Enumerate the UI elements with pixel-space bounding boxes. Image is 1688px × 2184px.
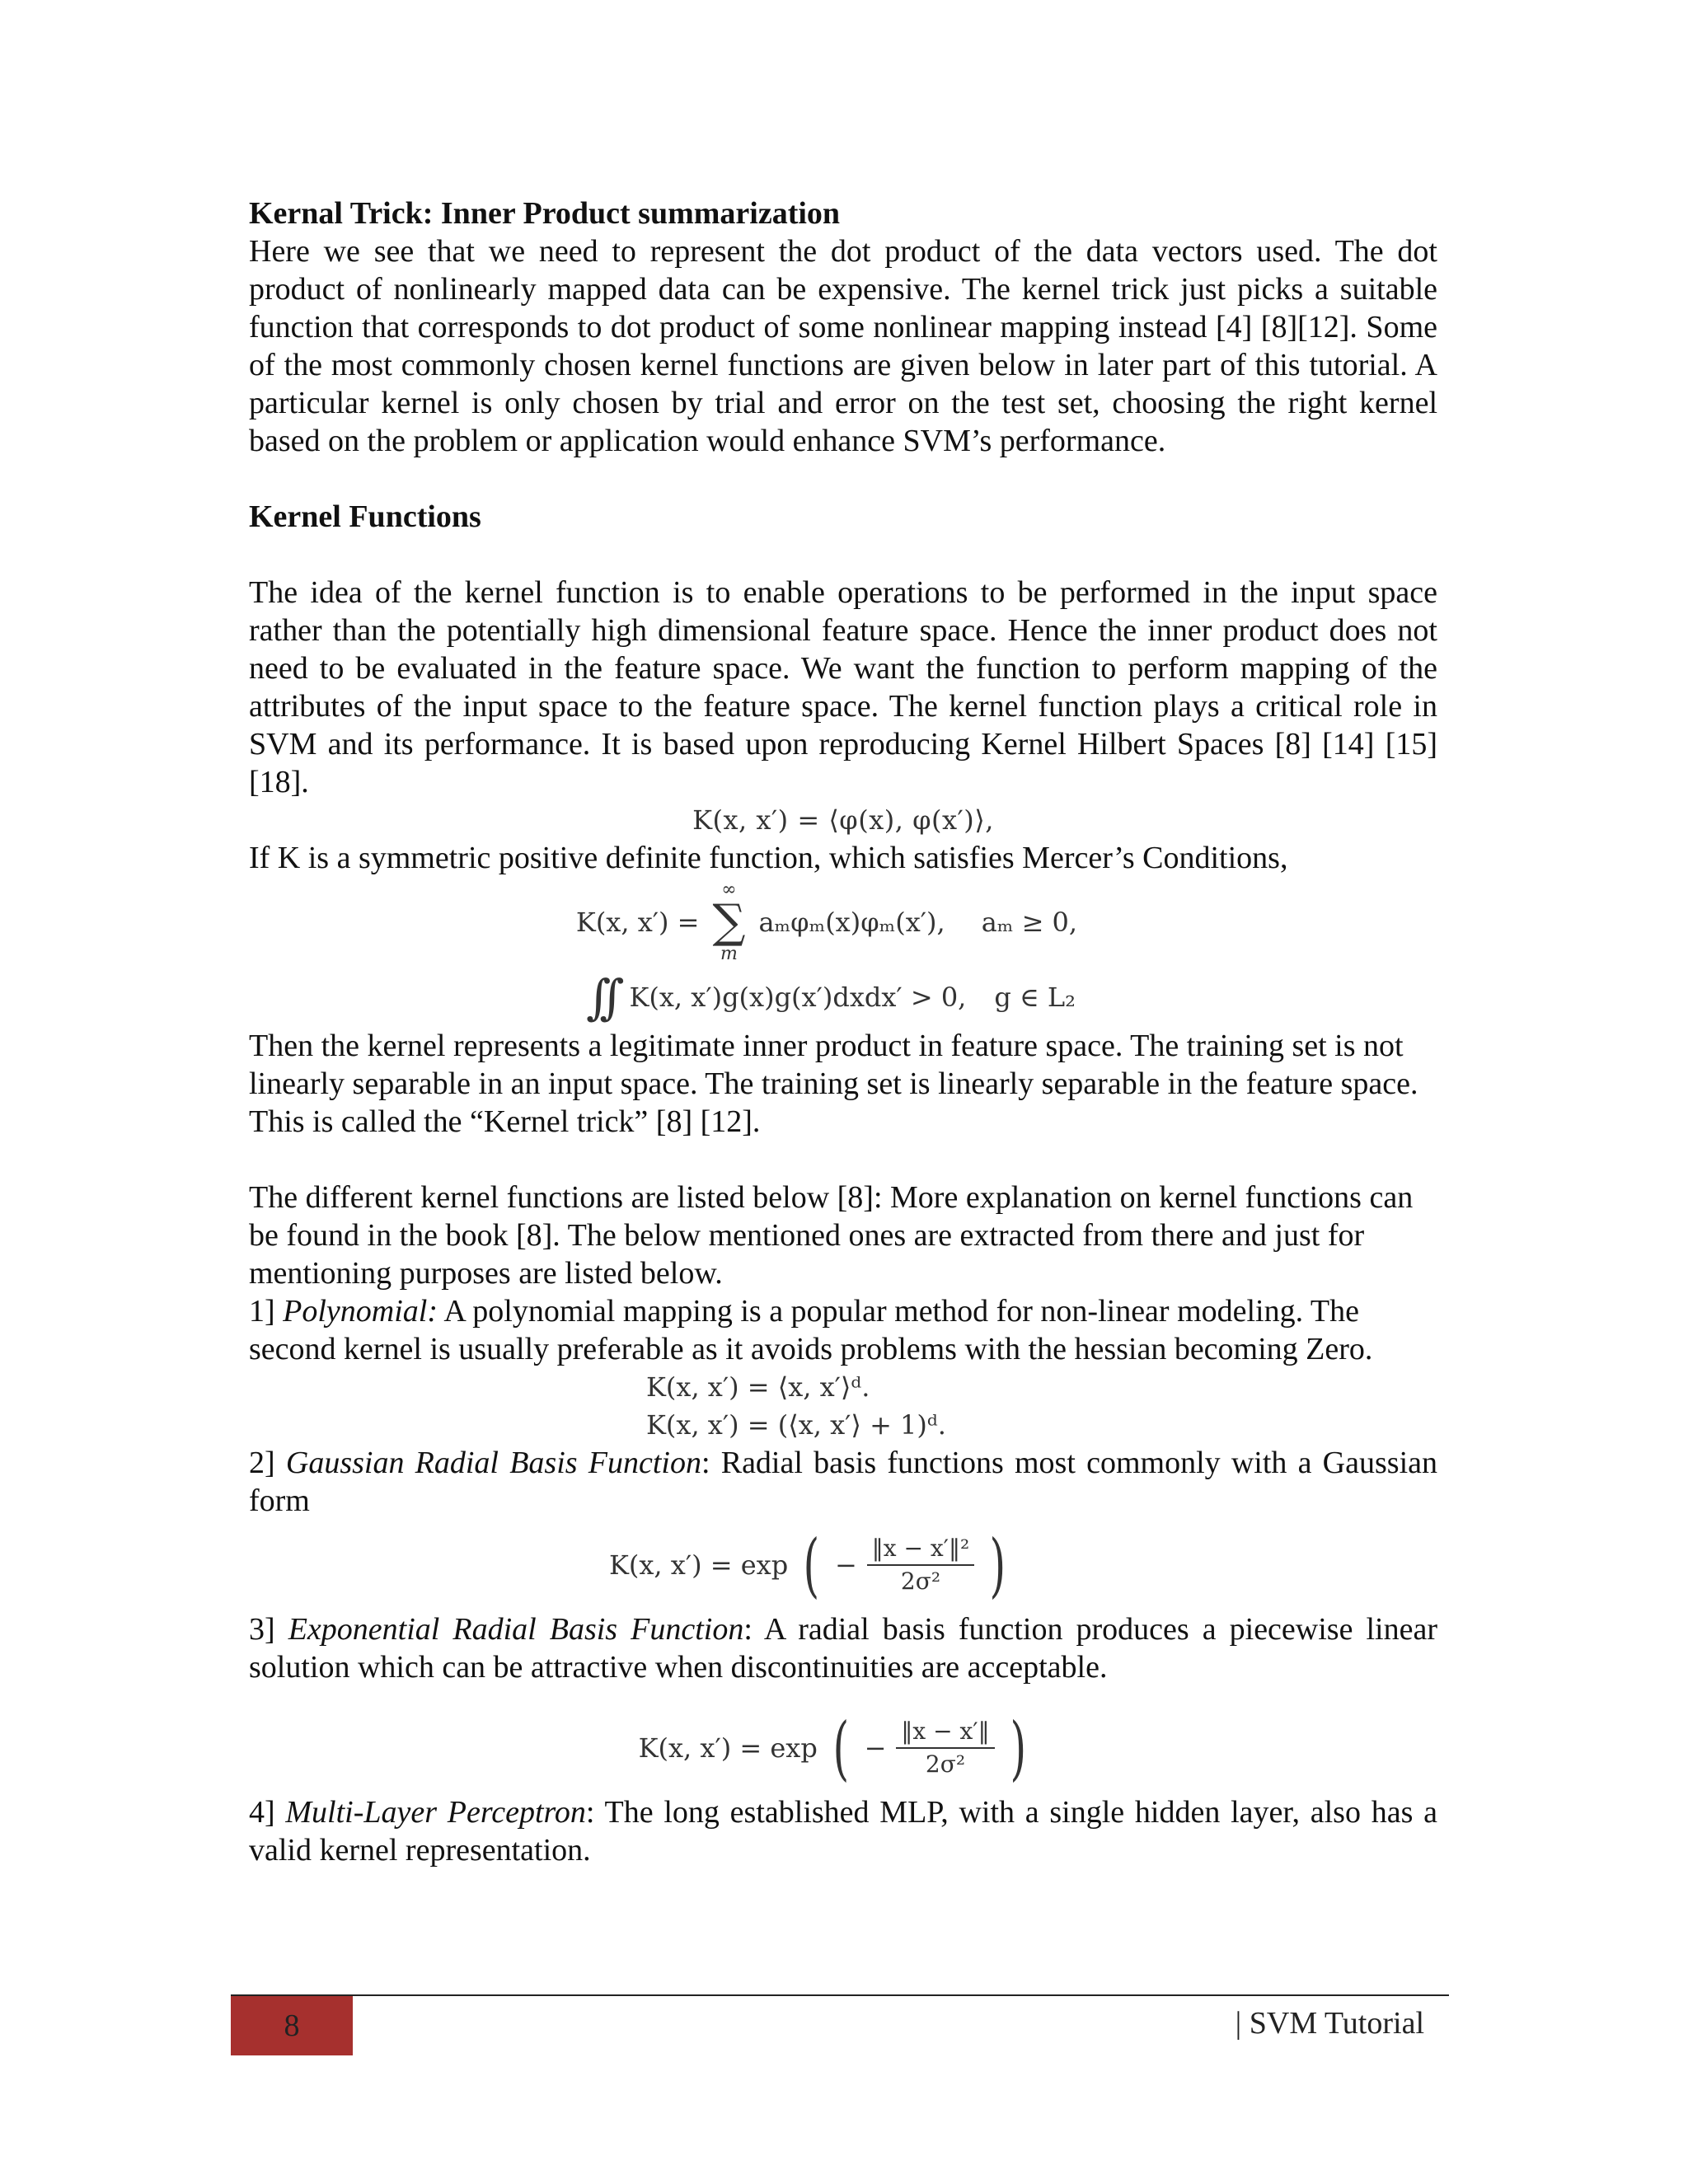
equation-inner-product: K(x, x′) = ⟨φ(x), φ(x′)⟩,: [692, 804, 994, 836]
summation-symbol: [712, 881, 745, 963]
eq-int-body: K(x, x′)g(x)g(x′)dxdx′ > 0,: [629, 982, 967, 1013]
kernel-functions-intro-paragraph: The idea of the kernel function is to enable operations to be performed in the input space rather than the potentially high dimensional feature space. Hence the inner product does not need to be evaluated in the feature space. We want the function to perform mapping of the attributes of the input space to the feature space. The kernel function plays a critical role in SVM and its performance. It is based upon reproducing Kernel Hilbert Spaces [8] [14] [15] [18].: [249, 575, 1437, 799]
kernel-item-description: A polynomial mapping is a popular method for non-linear modeling. The second kernel is usually preferable as it avoids problems with the hessian becoming Zero.: [249, 1294, 1373, 1366]
eq-exponential-lhs: K(x, x′) = exp: [638, 1732, 818, 1764]
kernel-item-description: : Radial basis functions most commonly with a Gaussian form: [249, 1446, 1437, 1518]
kernel-item-name: Polynomial:: [283, 1294, 438, 1329]
eq-sum-lhs: K(x, x′) =: [575, 907, 700, 938]
section-heading-kernel-functions: Kernel Functions: [249, 499, 481, 534]
equation-mercer-sum: [216, 877, 1437, 968]
kernel-item-description: : A radial basis function produces a piecewise linear solution which can be attractive when discontinuities are acceptable.: [249, 1612, 1437, 1685]
kernel-item-name: Multi-Layer Perceptron: [285, 1795, 586, 1830]
equation-gaussian-rbf: [183, 1520, 1437, 1610]
kernel-item-number: 4]: [249, 1795, 286, 1830]
footer-divider: [231, 1994, 1449, 1996]
spacer: [249, 1141, 1437, 1179]
kernel-item-name: Exponential Radial Basis Function: [288, 1612, 744, 1647]
footer-title: | SVM Tutorial: [1235, 2006, 1424, 2041]
eq-gaussian-numerator: ‖x − x′‖²: [867, 1535, 974, 1566]
kernel-item-description: : The long established MLP, with a single hidden layer, also has a valid kernel representation.: [249, 1795, 1437, 1868]
left-paren-icon: (: [803, 1525, 820, 1605]
page-number: 8: [284, 2008, 300, 2043]
eq-gaussian-minus: −: [834, 1549, 857, 1581]
sum-lower-index: m: [720, 944, 738, 964]
kernel-item-mlp: [249, 1793, 1437, 1869]
kernel-trick-explanation: Then the kernel represents a legitimate inner product in feature space. The training set is not linearly separable in an input space. The training set is linearly separable in the feature space. This is called the “Kernel trick” [8] [12].: [249, 1029, 1418, 1139]
kernel-list-intro: The different kernel functions are listed below [8]: More explanation on kernel functions can be found in the book [8]. The below mentioned ones are extracted from there and just for mentioning purposes are listed below.: [249, 1180, 1414, 1291]
sigma-icon: ∑: [712, 895, 746, 949]
kernel-item-number: 3]: [249, 1612, 288, 1647]
kernal-trick-paragraph: Here we see that we need to represent the dot product of the data vectors used. The dot product of nonlinearly mapped data can be expensive. The kernel trick just picks a suitable function that corresponds to dot product of some nonlinear mapping instead [4] [8][12]. Some of the most commonly chosen kernel functions are given below in later part of this tutorial. A particular kernel is only chosen by trial and error on the test set, choosing the right kernel based on the problem or application would enhance SVM’s performance.: [249, 234, 1437, 458]
eq-exponential-denominator: 2σ²: [925, 1750, 966, 1778]
left-paren-icon: (: [832, 1708, 850, 1788]
kernel-item-polynomial: [249, 1292, 1437, 1368]
double-integral-icon: ∫∫: [586, 969, 613, 1025]
kernel-item-number: 1]: [249, 1294, 284, 1329]
equation-double-integral: [224, 968, 1437, 1027]
kernel-item-name: Gaussian Radial Basis Function: [285, 1446, 701, 1480]
spacer: [249, 460, 1437, 498]
eq-exponential-fraction: [896, 1718, 994, 1779]
sum-upper-limit: ∞: [721, 879, 737, 900]
equation-polynomial-1: K(x, x′) = ⟨x, x′⟩ᵈ.: [646, 1371, 870, 1403]
equation-polynomial-2: K(x, x′) = (⟨x, x′⟩ + 1)ᵈ.: [646, 1409, 946, 1441]
eq-sum-condition: aₘ ≥ 0,: [981, 907, 1078, 938]
page-number-box: [231, 1996, 353, 2055]
equation-exponential-rbf: [232, 1703, 1437, 1793]
section-heading-kernal-trick: Kernal Trick: Inner Product summarization: [249, 196, 841, 231]
kernel-item-number: 2]: [249, 1446, 286, 1480]
spacer: [249, 1686, 1437, 1703]
eq-gaussian-fraction: [867, 1535, 974, 1596]
spacer: [249, 536, 1437, 574]
eq-gaussian-lhs: K(x, x′) = exp: [608, 1549, 789, 1581]
eq-sum-rhs: aₘφₘ(x)φₘ(x′),: [758, 907, 945, 938]
right-paren-icon: ): [1010, 1708, 1026, 1788]
page-content: [249, 194, 1437, 1869]
eq-exponential-numerator: ‖x − x′‖: [896, 1718, 994, 1749]
right-paren-icon: ): [989, 1525, 1006, 1605]
eq-gaussian-denominator: 2σ²: [900, 1568, 941, 1595]
mercer-conditions-text: If K is a symmetric positive definite function, which satisfies Mercer’s Conditions,: [249, 841, 1288, 875]
kernel-item-gaussian: [249, 1444, 1437, 1520]
eq-int-condition: g ∈ L₂: [994, 982, 1076, 1013]
eq-exponential-minus: −: [864, 1732, 887, 1764]
kernel-item-exponential: [249, 1610, 1437, 1686]
